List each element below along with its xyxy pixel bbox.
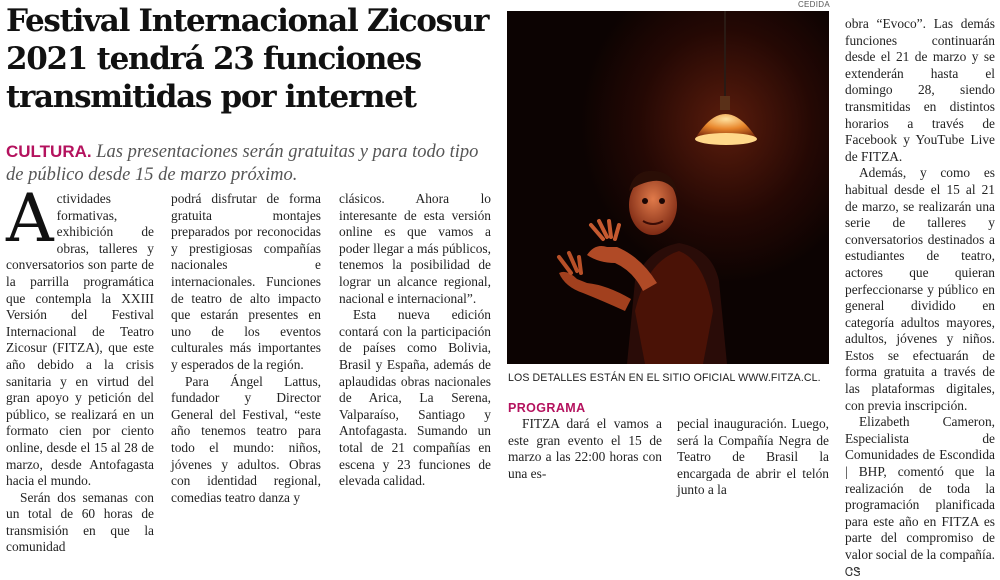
paragraph: Esta nueva edición contará con la participación de países como Bolivia, Brasil y España, además de aplaudidas obras nacionales de Arica, La Serena, Valparaíso, Santiago y Antofagasta. Sumando un total de 21 compañías en escena y 23 funciones de elevada calidad.	[339, 307, 491, 489]
paragraph: clásicos. Ahora lo interesante de esta versión online es que vamos a poder llegar a más públicos, tenemos la posibilidad de lograr un alcance regional, nacional e internacional”.	[339, 191, 491, 306]
article-photo	[507, 11, 829, 364]
performer-photo-illustration	[507, 11, 829, 364]
article-column-4	[508, 416, 662, 482]
paragraph	[845, 414, 995, 580]
paragraph: pecial inauguración. Luego, será la Compañía Negra de Teatro de Brasil la encargada de abrir el telón junto a la	[677, 416, 829, 498]
headline: Festival Internacional Zicosur 2021 tendrá 23 funciones transmitidas por internet	[6, 3, 489, 115]
paragraph: Para Ángel Lattus, fundador y Director General del Festival, “este año tenemos teatro para todo el mundo: niños, jóvenes y adultos. Obras con identidad regional, comedias teatro danza y	[171, 373, 321, 505]
deck	[6, 140, 486, 187]
section-label-programa: PROGRAMA	[508, 401, 586, 415]
article-column-3	[339, 191, 491, 490]
article-column-2	[171, 191, 321, 506]
paragraph: FITZA dará el vamos a este gran evento el 15 de marzo a las 22:00 horas con una es-	[508, 416, 662, 481]
deck-text: Las presentaciones serán gratuitas y para todo tipo de público desde 15 de marzo próximo.	[6, 142, 479, 185]
article-column-1	[6, 180, 154, 556]
paragraph: podrá disfrutar de forma gratuita montajes preparados por reconocidas y prestigiosas compañías nacionales e internacionales. Funciones de teatro de alto impacto que estarán presentes en uno de los eventos culturales más importantes y esperados de la región.	[171, 191, 321, 372]
paragraph-text: ctividades formativas, exhibición de obras, talleres y conversatorios son parte de la parrilla programática que contempla la XXIII Versión del Festival Internacional de Teatro Zicosur (FITZA), que este año debido a la crisis sanitaria y en virtud del gran apoyo y petición del público, se realizará en un formato cien por ciento online, desde el 15 al 28 de marzo, desde Antofagasta hacia el mundo.	[6, 191, 154, 489]
paragraph	[6, 180, 154, 490]
paragraph-text: Elizabeth Cameron, Especialista de Comunidades de Escondida | BHP, comentó que la realización de toda la programación planificada para este año en FITZA es parte del compromiso de valor social de la compañía.	[845, 414, 995, 562]
paragraph: Además, y como es habitual desde el 15 al 21 de marzo, se realizarán una serie de talleres y conversatorios destinados a estudiantes de teatro, actores que quieran perfeccionarse y público en general dividido en categoría adultos mayores, adultos, jóvenes y niños. Estos se efectuarán de forma gratuita a través de las plataformas digitales, con previa inscripción.	[845, 165, 995, 413]
article-column-5	[677, 416, 829, 499]
photo-caption: LOS DETALLES ESTÁN EN EL SITIO OFICIAL WWW.FITZA.CL.	[508, 372, 821, 384]
paragraph: Serán dos semanas con un total de 60 horas de transmisión en que la comunidad	[6, 489, 154, 555]
paragraph: obra “Evoco”. Las demás funciones continuarán desde el 21 de marzo y se extenderán hasta el domingo 28, siendo transmitidas en distintos horarios a través de Facebook y YouTube Live de FITZA.	[845, 16, 995, 164]
end-mark-icon: ᏣᏕ	[845, 564, 861, 579]
photo-credit: CEDIDA	[797, 0, 830, 9]
drop-cap: A	[6, 180, 54, 257]
section-kicker: CULTURA.	[6, 142, 92, 161]
article-column-6	[845, 16, 995, 580]
